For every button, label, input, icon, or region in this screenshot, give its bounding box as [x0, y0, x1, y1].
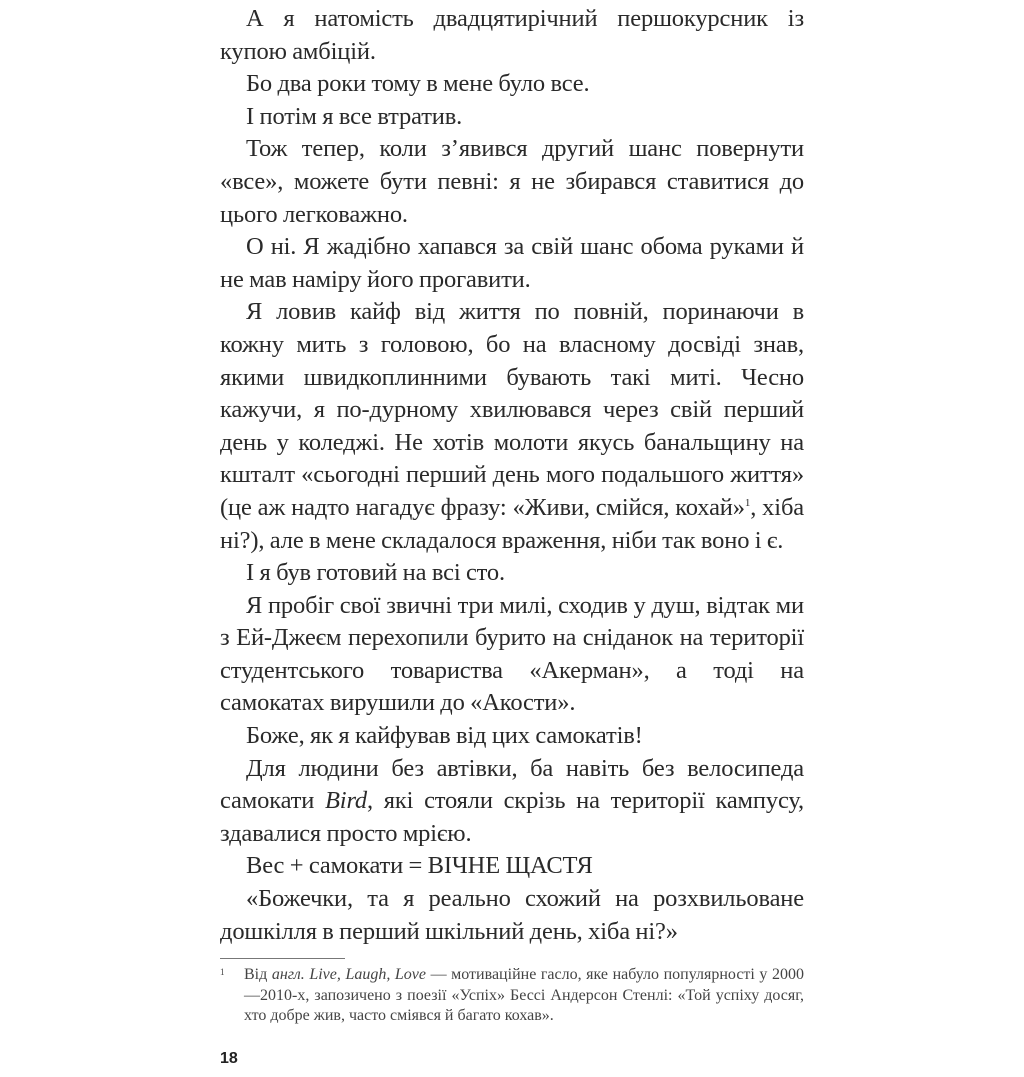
- page-number: 18: [220, 1049, 238, 1067]
- body-text: [220, 3, 804, 948]
- paragraph-text: Я ловив кайф від життя по повній, поринаючи в кожну мить з головою, бо на власному досвіді знав, якими швидкоплинними бувають такі миті. Чесно кажучи, я по-дурному хвилювався через свій перший день у коледжі. Не хотів молоти якусь банальщину на кшталт «сьогодні перший день мого подальшого життя» (це аж надто нагадує фразу: «Живи, смійся, кохай»: [220, 298, 804, 521]
- brand-name: Bird: [324, 787, 368, 815]
- paragraph: Вес + самокати = ВІЧНЕ ЩАСТЯ: [246, 852, 593, 880]
- footnote-body: — мотиваційне гасло, яке набуло популярності у 2000—2010-х, запозичено з поезії «Успіх» Бессі Андерсон Стенлі: «Той успіху досяг, хто добре жив, часто сміявся й багато кохав».: [244, 966, 804, 1025]
- footnote-mark: 1: [220, 967, 225, 978]
- paragraph-text-tail: , хіба ні?), але в мене складалося враження, ніби так воно і є.: [220, 493, 804, 554]
- paragraph: А я натомість двадцятирічний першокурсник із купою амбіцій.: [220, 5, 804, 65]
- paragraph: І я був готовий на всі сто.: [246, 559, 505, 587]
- paragraph: Боже, як я кайфував від цих самокатів!: [246, 722, 643, 750]
- paragraph: «Божечки, та я реально схожий на розхвильоване дошкілля в перший шкільний день, хіба ні?»: [220, 885, 804, 945]
- paragraph: [220, 296, 804, 557]
- footnote-italic: англ. Live, Laugh, Love: [271, 966, 427, 984]
- footnote: [220, 965, 804, 1027]
- page-column: [220, 0, 804, 1077]
- footnote-lead: Від: [244, 966, 272, 984]
- footnote-divider: [220, 958, 345, 959]
- footnote-reference[interactable]: 1: [744, 496, 751, 509]
- paragraph-text-tail: , які стояли скрізь на території кампусу, здавалися просто мрією.: [220, 787, 804, 847]
- paragraph: О ні. Я жадібно хапався за свій шанс обома руками й не мав наміру його прогавити.: [220, 233, 804, 293]
- paragraph: [220, 753, 804, 851]
- paragraph: Бо два роки тому в мене було все.: [246, 70, 590, 98]
- paragraph: Тож тепер, коли з’явився другий шанс повернути «все», можете бути певні: я не збирався ставитися до цього легковажно.: [220, 135, 804, 228]
- paragraph: Я пробіг свої звичні три милі, сходив у душ, відтак ми з Ей-Джеєм перехопили бурито на сніданок на території студентського товариства «Акерман», а тоді на самокатах вирушили до «Акости».: [220, 591, 804, 717]
- paragraph: І потім я все втратив.: [246, 102, 463, 130]
- footnote-text: [244, 965, 804, 1027]
- paragraph-text: Для людини без автівки, ба навіть без велосипеда самокати: [220, 754, 804, 815]
